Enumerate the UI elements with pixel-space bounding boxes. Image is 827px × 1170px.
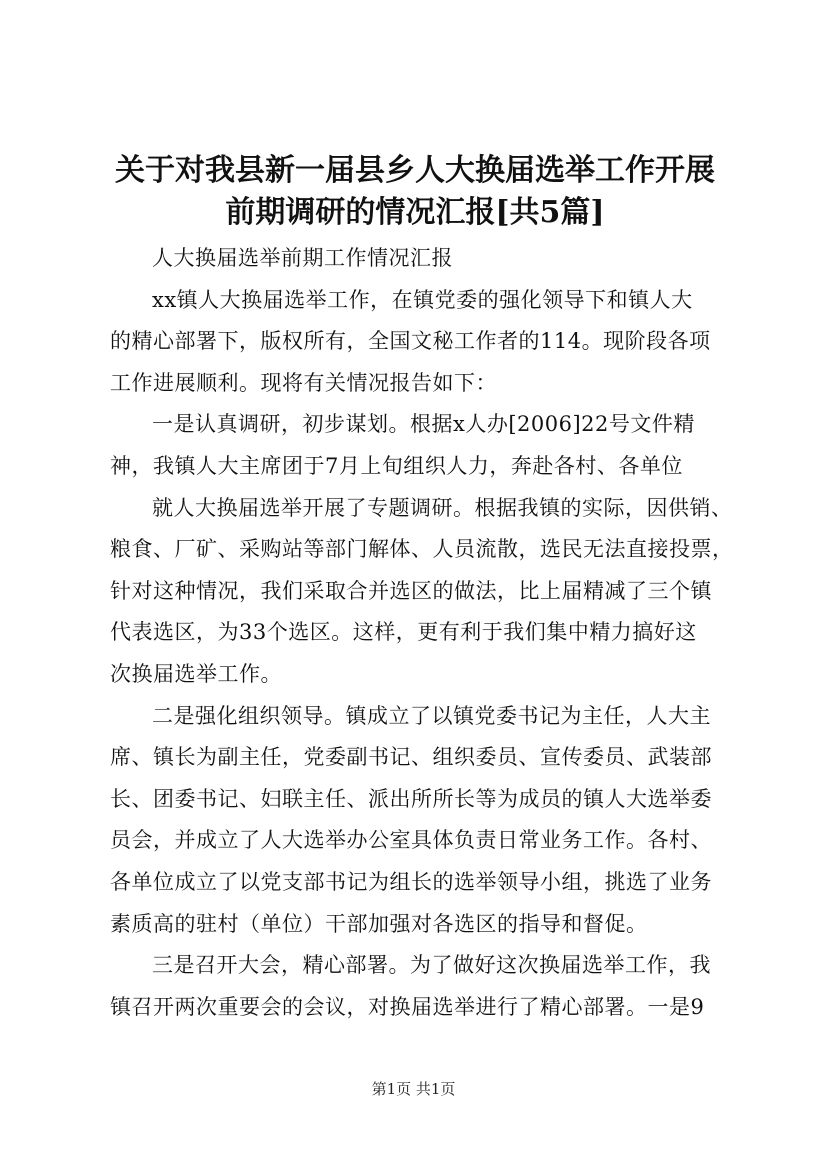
paragraph-line: 就人大换届选举开展了专题调研。根据我镇的实际，因供销、 — [152, 495, 733, 520]
paragraph-line: 素质高的驻村（单位）干部加强对各选区的指导和督促。 — [110, 911, 648, 936]
document-body — [110, 238, 734, 1028]
paragraph-line: 各单位成立了以党支部书记为组长的选举领导小组，挑选了业务 — [110, 869, 712, 894]
paragraph-line: xx镇人大换届选举工作，在镇党委的强化领导下和镇人大 — [152, 287, 693, 312]
title-line-1: 关于对我县新一届县乡人大换届选举工作开展 — [115, 153, 715, 188]
paragraph-subtitle: 人大换届选举前期工作情况汇报 — [152, 246, 453, 270]
paragraph-line: 一是认真调研，初步谋划。根据x人办[2006]22号文件精 — [152, 412, 695, 437]
document-title — [90, 150, 740, 234]
paragraph-line: 针对这种情况，我们采取合并选区的做法，比上届精减了三个镇 — [110, 578, 712, 603]
paragraph-line: 粮食、厂矿、采购站等部门解体、人员流散，选民无法直接投票， — [110, 537, 734, 562]
paragraph-line: 代表选区，为33个选区。这样，更有利于我们集中精力搞好这 — [110, 620, 697, 645]
page-footer: 第1页 共1页 — [371, 1080, 456, 1098]
paragraph-line: 次换届选举工作。 — [110, 661, 282, 686]
paragraph-line: 长、团委书记、妇联主任、派出所所长等为成员的镇人大选举委 — [110, 786, 712, 811]
paragraph-line: 镇召开两次重要会的会议，对换届选举进行了精心部署。一是9 — [110, 994, 705, 1019]
paragraph-line: 二是强化组织领导。镇成立了以镇党委书记为主任，人大主 — [152, 703, 711, 728]
paragraph-line: 席、镇长为副主任，党委副书记、组织委员、宣传委员、武装部 — [110, 745, 712, 770]
paragraph-line: 三是召开大会，精心部署。为了做好这次换届选举工作，我 — [152, 953, 711, 978]
paragraph-line: 的精心部署下，版权所有，全国文秘工作者的114。现阶段各项 — [110, 329, 711, 354]
paragraph-line: 员会，并成立了人大选举办公室具体负责日常业务工作。各村、 — [110, 828, 712, 853]
title-line-2: 前期调研的情况汇报[共5篇] — [225, 195, 605, 230]
paragraph-line: 工作进展顺利。现将有关情况报告如下： — [110, 370, 497, 395]
paragraph-line: 神，我镇人大主席团于7月上旬组织人力，奔赴各村、各单位 — [110, 453, 683, 478]
